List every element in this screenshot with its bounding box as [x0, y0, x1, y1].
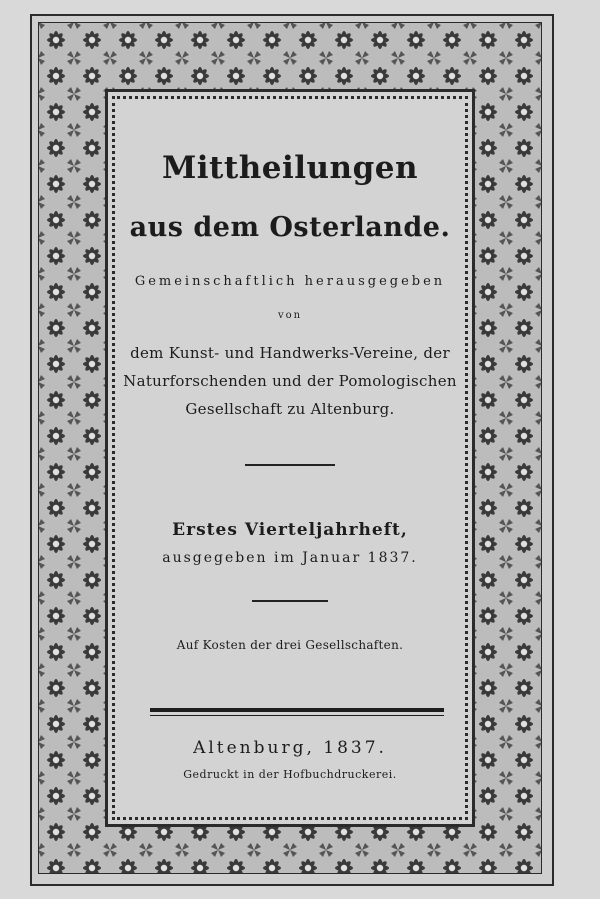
- society-line-2: Naturforschenden und der Pomologischen: [123, 372, 457, 390]
- cost-note: Auf Kosten der drei Gesellschaften.: [176, 638, 404, 652]
- imprint-printer: Gedruckt in der Hofbuchdruckerei.: [183, 768, 397, 781]
- preposition: von: [277, 310, 303, 321]
- double-rule-thin: [150, 715, 444, 716]
- subtitle: Gemeinschaftlich herausgegeben: [134, 274, 446, 289]
- imprint-place-year: Altenburg, 1837.: [193, 738, 387, 758]
- issue-date: ausgegeben im Januar 1837.: [162, 550, 418, 566]
- society-line-3: Gesellschaft zu Altenburg.: [185, 400, 395, 418]
- double-rule-thick: [150, 708, 444, 712]
- title-panel: [108, 92, 472, 824]
- issue-title: Erstes Vierteljahrheft,: [172, 520, 408, 540]
- divider-rule: [245, 464, 335, 466]
- divider-rule: [252, 600, 328, 602]
- title-line-1: Mittheilungen: [161, 150, 419, 186]
- title-line-2: aus dem Osterlande.: [129, 212, 451, 243]
- society-line-1: dem Kunst- und Handwerks-Vereine, der: [130, 344, 450, 362]
